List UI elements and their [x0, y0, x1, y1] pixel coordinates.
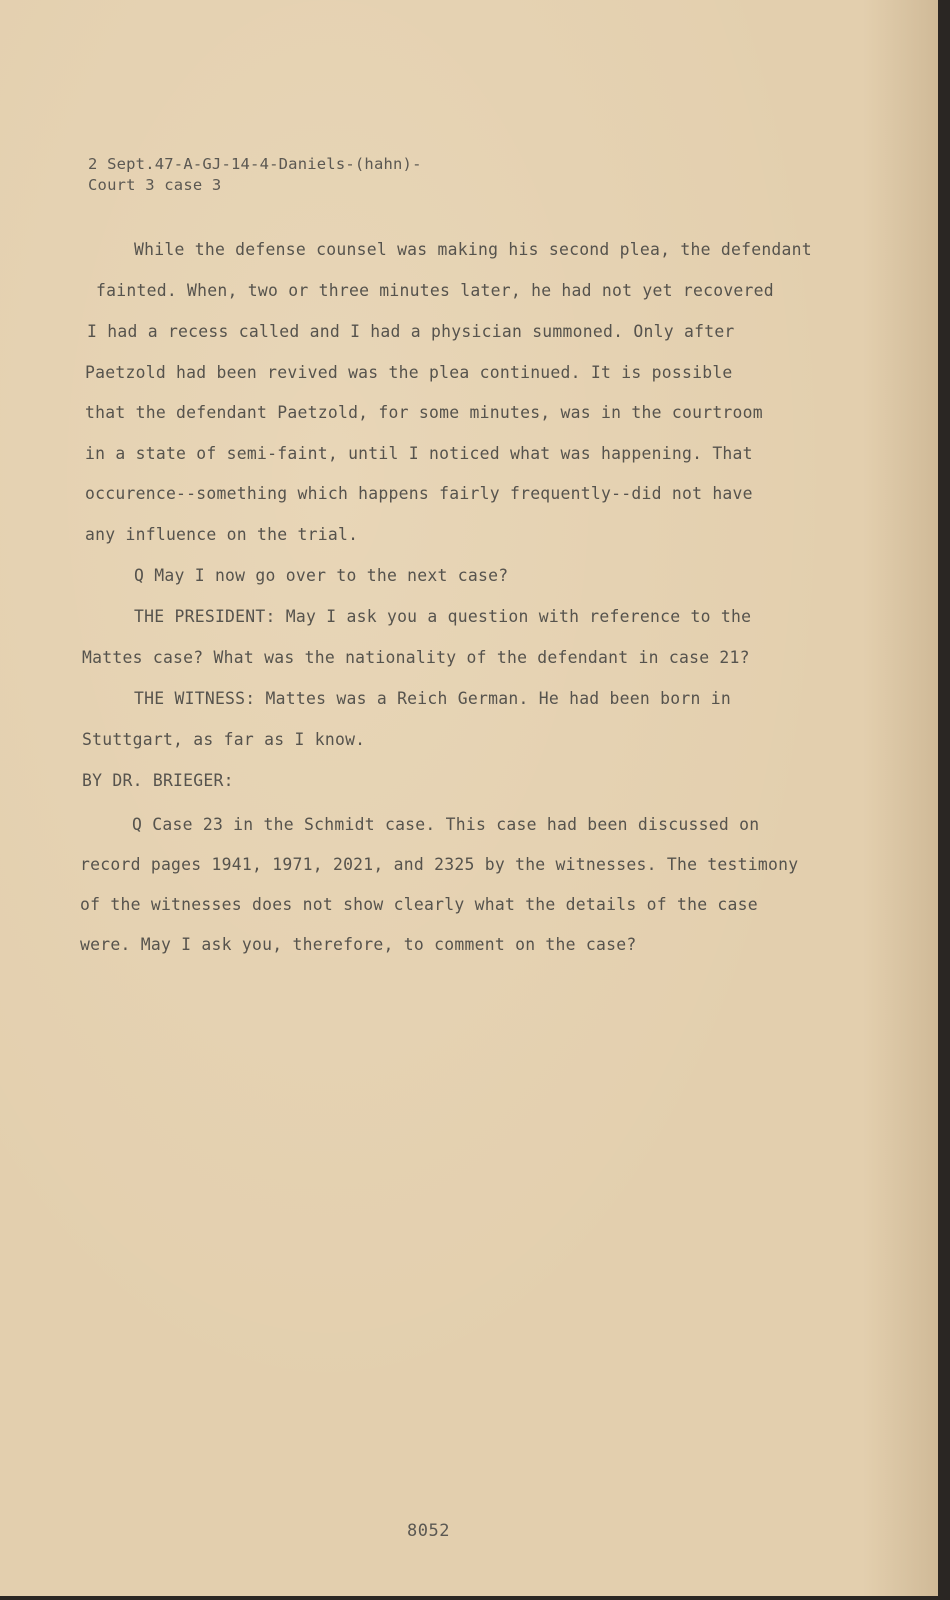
body-line: any influence on the trial.	[85, 525, 359, 544]
body-line: Q Case 23 in the Schmidt case. This case had been discussed on	[132, 815, 760, 834]
body-line: record pages 1941, 1971, 2021, and 2325 by the witnesses. The testimony	[80, 855, 799, 874]
body-line: were. May I ask you, therefore, to comment on the case?	[80, 935, 637, 954]
body-line: Q May I now go over to the next case?	[134, 566, 509, 585]
page-number: 8052	[407, 1521, 450, 1541]
body-line: occurence--something which happens fairly frequently--did not have	[85, 484, 753, 503]
body-line: Mattes case? What was the nationality of the defendant in case 21?	[82, 648, 750, 667]
body-line: in a state of semi-faint, until I noticed what was happening. That	[85, 444, 753, 463]
body-line: Paetzold had been revived was the plea continued. It is possible	[85, 363, 733, 382]
document-header	[88, 154, 422, 196]
header-reference: 2 Sept.47-A-GJ-14-4-Daniels-(hahn)-	[88, 155, 422, 173]
body-line: While the defense counsel was making his second plea, the defendant	[134, 240, 812, 259]
body-line: I had a recess called and I had a physician summoned. Only after	[87, 322, 735, 341]
body-line: THE WITNESS: Mattes was a Reich German. He had been born in	[134, 689, 731, 708]
header-court-case: Court 3 case 3	[88, 176, 222, 194]
body-line: THE PRESIDENT: May I ask you a question with reference to the	[134, 607, 752, 626]
body-line: that the defendant Paetzold, for some minutes, was in the courtroom	[85, 403, 763, 422]
body-line: of the witnesses does not show clearly what the details of the case	[80, 895, 758, 914]
body-line: Stuttgart, as far as I know.	[82, 730, 366, 749]
body-line: fainted. When, two or three minutes later, he had not yet recovered	[96, 281, 774, 300]
body-line: BY DR. BRIEGER:	[82, 771, 234, 790]
